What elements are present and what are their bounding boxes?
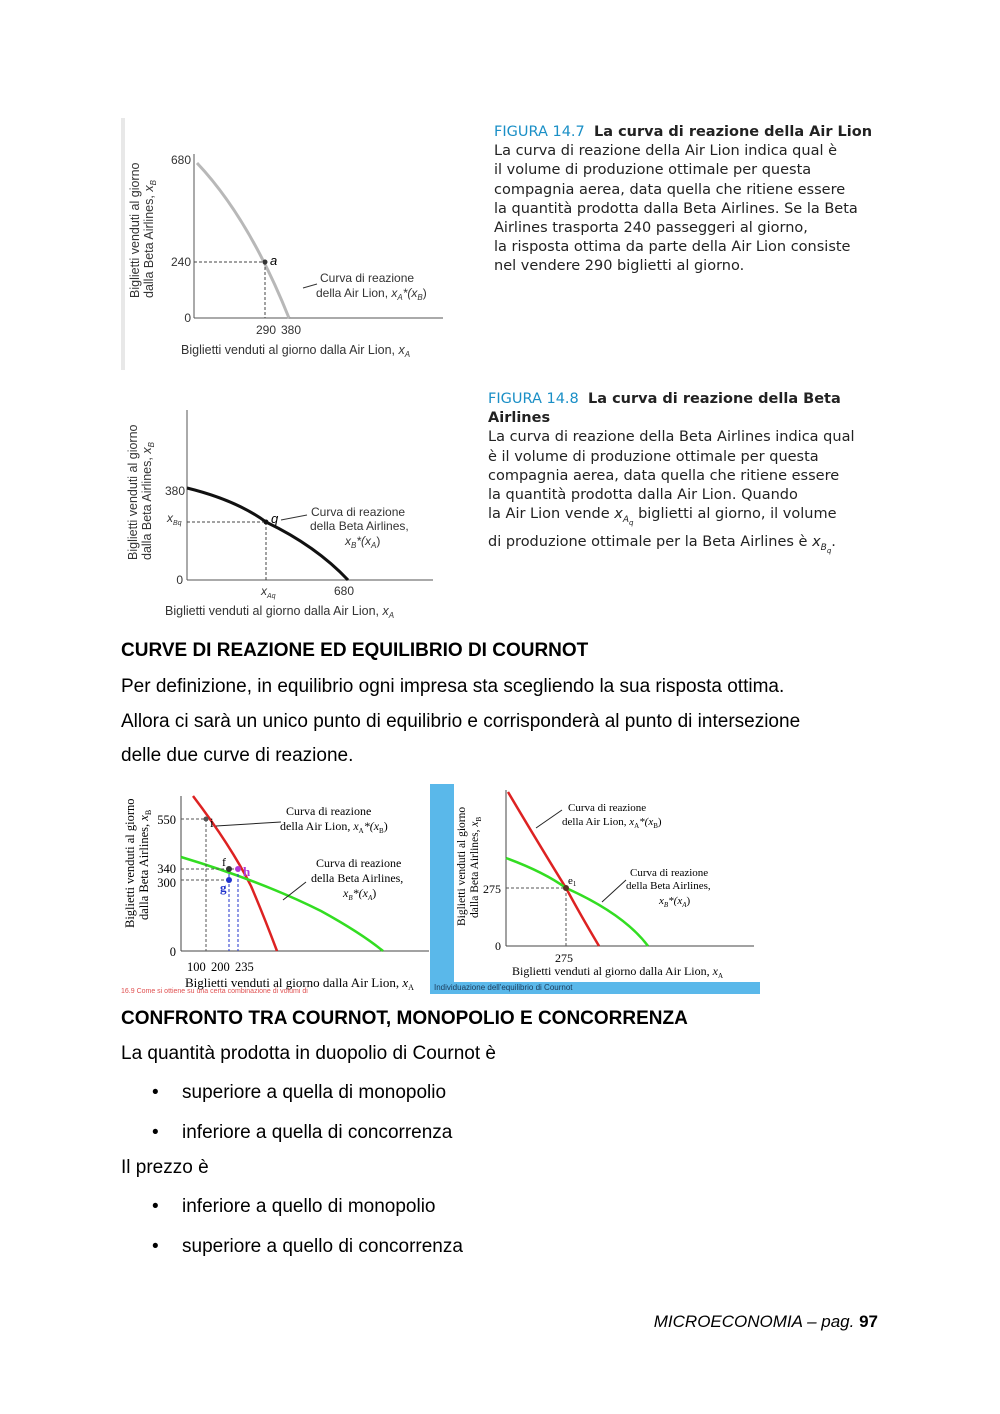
xtick-275: 275 [555,951,573,965]
figure-title: La curva di reazione della Beta [588,391,841,407]
green-label-line3: $x_B*(x_A)$ [659,895,691,909]
ytick-0: 0 [184,311,191,325]
curve-label-line2: della Air Lion, $x_A*(x_B)$ [316,286,427,302]
green-label-line2: della Beta Airlines, [626,880,711,892]
ytick-0: 0 [169,945,176,959]
beta-reaction-curve [187,488,348,580]
list-item [152,1236,463,1258]
paragraph-line: Allora ci sarà un unico punto di equilibrio e corrisponderà al punto di intersezione [121,710,801,732]
caption-text: di produzione ottimale per la Beta Airlines è [488,534,813,551]
list-item [152,1122,452,1144]
paragraph-line: Per definizione, in equilibrio ogni impresa sta scegliendo la sua risposta ottima. [121,676,785,697]
point-i [204,817,209,822]
section2-line1: La quantità prodotta in duopolio di Cournot è [121,1043,496,1064]
red-label-line2: della Air Lion, $x_A*(x_B)$ [562,816,662,830]
curve-label-line3: $x_B*(x_A)$ [345,534,381,550]
caption-line [488,533,873,561]
xtick-380: 380 [281,323,302,337]
list-item-text: superiore a quella di monopolio [182,1082,447,1103]
y-axis-label-line2: dalla Beta Airlines, $x_B$ [140,442,156,560]
red-label-arrow [216,822,281,826]
x-axis-label: Biglietti venduti al giorno dalla Air Lion, $x_A$ [165,604,395,620]
green-label-arrow [602,880,626,902]
section-heading-confronto: CONFRONTO TRA COURNOT, MONOPOLIO E CONCORRENZA [121,1008,688,1029]
figure-title: La curva di reazione della Air Lion [594,124,873,140]
bottom-caption: Individuazione dell'equilibrio di Cournot [434,983,573,992]
caption-sub [623,515,634,525]
curve-label-arrow [303,284,317,288]
caption-line: la quantità prodotta dalla Beta Airlines. Se la Beta [494,200,858,217]
x-axis-label: Biglietti venduti al giorno dalla Air Lion, $x_A$ [181,343,411,359]
y-axis-label-line1: Biglietti venduti al giorno [128,162,142,298]
bottom-caption-cut: 16.9 Come si ottiene su una certa combinazione di volumi di [121,988,308,994]
figure-number: FIGURA 14.8 [488,391,579,407]
y-axis-label-line2: dalla Beta Airlines, $x_B$ [142,180,158,298]
red-label-line1: Curva di reazione [286,804,372,818]
caption-subsub: q [826,546,832,555]
scan-border [121,118,125,370]
bullet-marker: • [152,1236,159,1257]
caption-line: compagnia aerea, data quella che ritiene essere [494,181,846,198]
caption-sub-a: A [622,515,630,526]
label-f: f [222,855,226,869]
ytick-0: 0 [176,573,183,587]
list-item [152,1196,436,1218]
ytick-550: 550 [157,813,176,827]
caption-subsub: q [629,518,634,527]
caption-line: Airlines trasporta 240 passeggeri al giorno, [494,220,808,237]
y-axis-label-line1: Biglietti venduti al giorno [123,798,137,928]
caption-text: biglietti al giorno, il volume [633,506,837,523]
caption-line: la quantità prodotta dalla Air Lion. Quando [488,487,798,504]
curve-label-line2: della Beta Airlines, [310,519,409,533]
figure-cournot-right-chart [454,784,760,982]
ytick-380: 380 [164,484,185,498]
x-axis-label: Biglietti venduti al giorno dalla Air Lion, $x_A$ [512,964,724,980]
bullet-marker: • [152,1082,159,1103]
y-axis-label-line1: Biglietti venduti al giorno [456,806,468,926]
figure-14-8 [121,388,461,624]
y-axis-label [456,807,483,926]
y-axis-label [128,162,158,298]
beta-reaction-curve [506,858,648,946]
y-axis-label-line1: Biglietti venduti al giorno [126,424,140,560]
y-axis-label [126,424,156,560]
figure-cournot-left-chart [121,776,431,994]
caption-sub [821,543,832,553]
point-q [264,520,269,525]
red-label-arrow [536,810,562,828]
caption-figure-14-7 [494,123,874,277]
list-item-text: superiore a quello di concorrenza [182,1236,463,1257]
green-label-line3: $x_B*(x_A)$ [343,886,377,902]
point-a-label: a [270,253,278,268]
xtick-680: 680 [334,584,355,598]
point-h [235,866,241,872]
caption-text: la Air Lion vende [488,506,615,523]
ytick-300: 300 [157,876,176,890]
green-label-line1: Curva di reazione [630,867,709,879]
label-h: h [243,864,251,879]
xtick-xaq: $x_{Aq}$ [261,584,276,600]
paragraph-line: delle due curve di reazione. [121,745,354,766]
figure-14-7-chart [121,118,481,370]
caption-var: x [812,534,821,551]
caption-sub-b: B [820,543,827,553]
ytick-0: 0 [495,939,501,953]
figure-cournot-left [121,776,431,994]
list-item-text: inferiore a quello di monopolio [182,1196,436,1217]
point-f [226,866,232,872]
caption-text: . [831,534,836,551]
bullet-marker: • [152,1122,159,1143]
section2-line2: Il prezzo è [121,1157,209,1178]
curve-label-line1: Curva di reazione [311,505,406,519]
caption-title-line [488,390,873,409]
xtick-100: 100 [187,960,206,974]
page-footer [654,1312,878,1332]
ytick-240: 240 [170,255,191,269]
caption-line [488,505,873,533]
caption-line: compagnia aerea, data quella che ritiene essere [488,467,840,484]
ytick-275: 275 [483,882,501,896]
caption-line: è il volume di produzione ottimale per questa [488,448,819,465]
caption-figure-14-8 [488,390,873,561]
air-lion-reaction-curve [197,163,289,318]
caption-line: La curva di reazione della Beta Airlines indica qual [488,429,855,446]
ytick-xbq: $x_{Bq}$ [167,511,182,527]
list-item [152,1082,446,1104]
caption-title-line [494,123,874,142]
bullet-marker: • [152,1196,159,1217]
point-q-label: q [271,511,279,526]
label-i: i [210,815,214,830]
red-label-line2: della Air Lion, $x_A*(x_B)$ [280,819,388,835]
curve-label-line1: Curva di reazione [320,271,415,285]
section-heading-cournot: CURVE DI REAZIONE ED EQUILIBRIO DI COURNOT [121,640,589,661]
point-g [226,877,232,883]
red-label-line1: Curva di reazione [568,802,647,814]
caption-line: La curva di reazione della Air Lion indica qual è [494,143,838,160]
footer-text: MICROECONOMIA – pag. [653,1312,855,1331]
y-axis-label-line2: dalla Beta Airlines, $x_B$ [469,816,483,918]
page-number: 97 [859,1312,878,1331]
figure-14-8-chart [121,388,461,624]
caption-var: x [614,506,623,523]
caption-line: nel vendere 290 biglietti al giorno. [494,258,745,275]
figure-title-cont: Airlines [488,410,551,427]
ytick-680: 680 [170,153,191,167]
xtick-200: 200 [211,960,230,974]
xtick-235: 235 [235,960,254,974]
y-axis-label-line2: dalla Beta Airlines, $x_B$ [137,809,153,920]
caption-line: il volume di produzione ottimale per questa [494,162,812,179]
figure-14-7 [121,118,481,370]
figure-cournot-right [430,784,760,994]
curve-label-arrow [281,515,307,520]
green-label-line2: della Beta Airlines, [311,871,404,885]
ytick-340: 340 [157,862,176,876]
y-axis-label [123,799,153,929]
label-g: g [220,880,227,895]
figure-cournot-right-panel [454,784,760,982]
section1-paragraph [121,670,800,774]
xtick-290: 290 [256,323,277,337]
label-e1: e1 [568,875,577,888]
point-a [263,260,268,265]
x-axis-label: Biglietti venduti al giorno dalla Air Lion, $x_A$ [185,975,414,992]
green-label-line1: Curva di reazione [316,856,402,870]
figure-number: FIGURA 14.7 [494,124,585,140]
caption-line: la risposta ottima da parte della Air Lion consiste [494,239,851,256]
list-item-text: inferiore a quella di concorrenza [182,1122,453,1143]
